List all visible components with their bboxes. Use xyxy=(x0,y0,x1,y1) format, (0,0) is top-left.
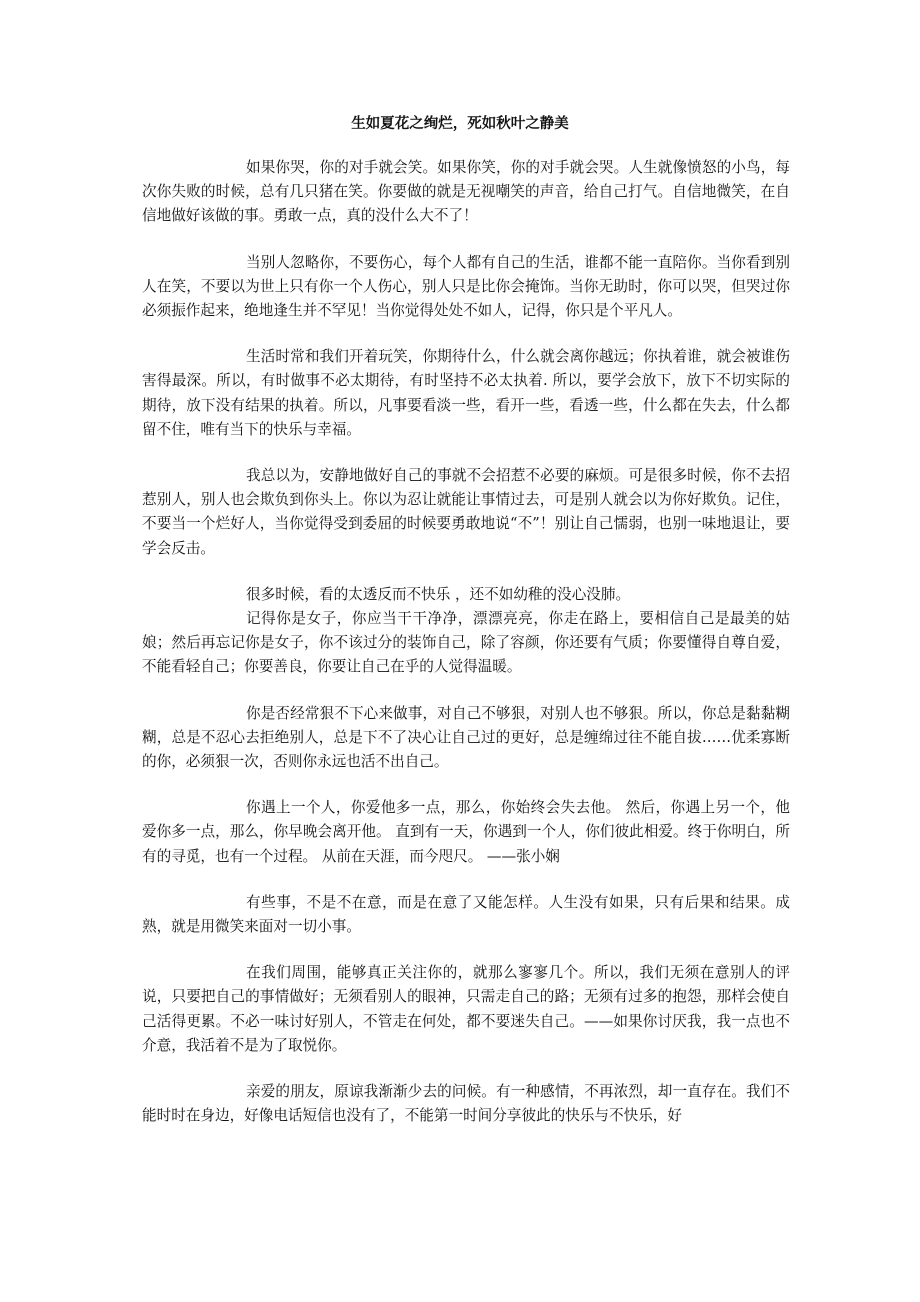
paragraph: 如果你哭，你的对手就会笑。如果你笑，你的对手就会哭。人生就像愤怒的小鸟，每次你失败的时候，总有几只猪在笑。你要做的就是无视嘲笑的声音，给自己打气。自信地微笑，在自信地做好该做的事。勇敢一点，真的没什么大不了！ xyxy=(142,159,790,225)
paragraph: 当别人忽略你，不要伤心，每个人都有自己的生活，谁都不能一直陪你。当你看到别人在笑，不要以为世上只有你一个人伤心，别人只是比你会掩饰。当你无助时，你可以哭，但哭过你必须振作起来，绝地逢生并不罕见！当你觉得处处不如人，记得，你只是个平凡人。 xyxy=(142,253,790,320)
paragraph: 你遇上一个人，你爱他多一点，那么，你始终会失去他。 然后，你遇上另一个，他爱你多一点，那么，你早晚会离开他。 直到有一天，你遇到一个人，你们彼此相爱。终于你明白，所有的寻觅，也有一个过程。 从前在天涯，而今咫尺。 ——张小娴 xyxy=(142,799,790,865)
paragraph: 亲爱的朋友，原谅我渐渐少去的问候。有一种感情，不再浓烈，却一直存在。我们不能时时在身边，好像电话短信也没有了，不能第一时间分享彼此的快乐与不快乐，好 xyxy=(142,1083,790,1125)
paragraph: 很多时候，看的太透反而不快乐 ，还不如幼稚的没心没肺。 xyxy=(246,585,631,603)
paragraph: 你是否经常狠不下心来做事，对自己不够狠，对别人也不够狠。所以，你总是黏黏糊糊，总是不忍心去拒绝别人，总是下不了决心让自己过的更好，总是缠绵过往不能自拔……优柔寡断的你，必须狠一次，否则你永远也活不出自己。 xyxy=(142,704,790,771)
paragraph: 记得你是女子，你应当干干净净，漂漂亮亮，你走在路上，要相信自己是最美的姑娘；然后再忘记你是女子，你不该过分的装饰自己，除了容颜，你还要有气质；你要懂得自尊自爱，不能看轻自己；你要善良，你要让自己在乎的人觉得温暖。 xyxy=(142,610,790,676)
paragraph: 我总以为，安静地做好自己的事就不会招惹不必要的麻烦。可是很多时候，你不去招惹别人，别人也会欺负到你头上。你以为忍让就能让事情过去，可是别人就会以为你好欺负。记住，不要当一个烂好人，当你觉得受到委屈的时候要勇敢地说“不”！别让自己懦弱，也别一味地退让，要学会反击。 xyxy=(142,467,790,557)
document-title: 生如夏花之绚烂，死如秋叶之静美 xyxy=(351,116,569,132)
paragraph: 在我们周围，能够真正关注你的，就那么寥寥几个。所以，我们无须在意别人的评说，只要把自己的事情做好；无须看别人的眼神，只需走自己的路；无须有过多的抱怨，那样会使自己活得更累。不必一味讨好别人，不管走在何处，都不要迷失自己。——如果你讨厌我，我一点也不介意，我活着不是为了取悦你。 xyxy=(142,964,790,1054)
paragraph: 有些事，不是不在意，而是在意了又能怎样。人生没有如果，只有后果和结果。成熟，就是用微笑来面对一切小事。 xyxy=(142,893,790,936)
document-body xyxy=(142,156,790,1151)
paragraph: 生活时常和我们开着玩笑，你期待什么，什么就会离你越远；你执着谁，就会被谁伤害得最深。所以，有时做事不必太期待，有时坚持不必太执着. 所以，要学会放下，放下不切实际的期待，放下没有结果的执着。所以，凡事要看淡一些，看开一些，看透一些，什么都在失去，什么都留不住，唯有当下的快乐与幸福。 xyxy=(142,348,790,438)
